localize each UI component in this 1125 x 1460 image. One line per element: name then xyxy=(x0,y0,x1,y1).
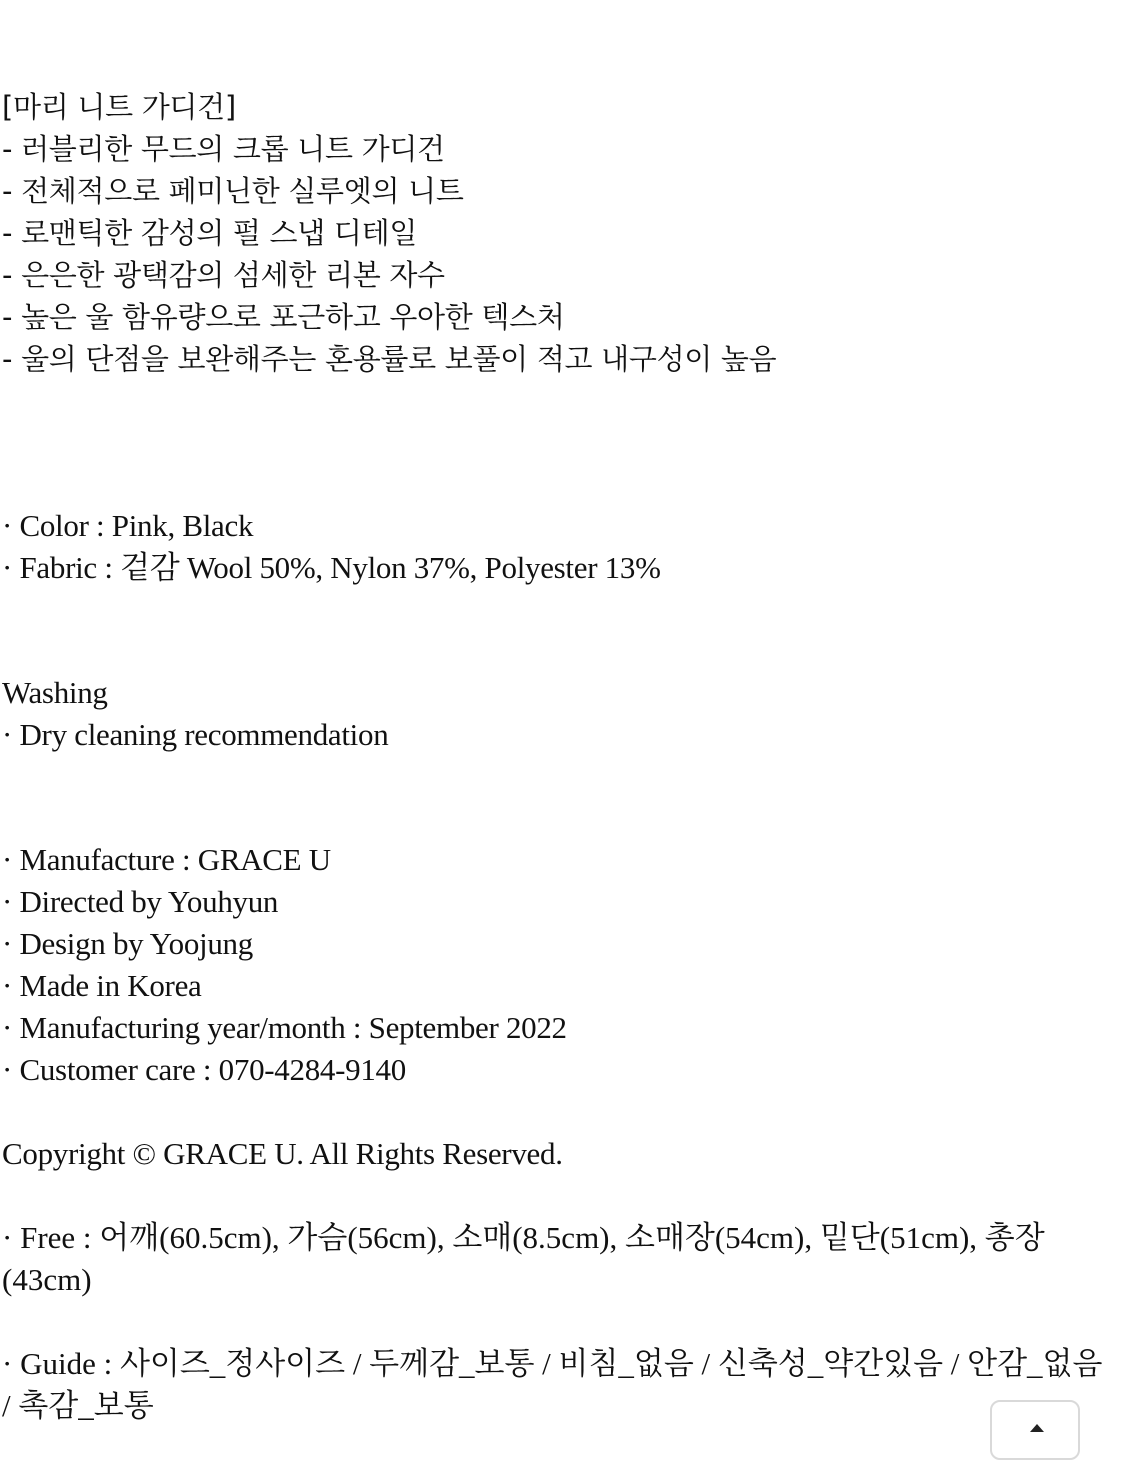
spacer xyxy=(2,380,1117,463)
feature-item: - 러블리한 무드의 크롭 니트 가디건 xyxy=(2,132,445,166)
spacer xyxy=(2,463,1117,505)
info-director: · Directed by Youhyun xyxy=(2,884,279,919)
spacer xyxy=(2,1301,1117,1343)
spec-color: · Color : Pink, Black xyxy=(2,508,254,543)
chevron-up-icon xyxy=(1030,1424,1044,1432)
spec-fabric: · Fabric : 겉감 Wool 50%, Nylon 37%, Polyester 13% xyxy=(2,550,661,585)
product-title: [마리 니트 가디건] xyxy=(2,90,236,124)
feature-item: - 울의 단점을 보완해주는 혼용률로 보풀이 적고 내구성이 높음 xyxy=(2,342,777,376)
scroll-top-button[interactable] xyxy=(990,1400,1080,1460)
spacer xyxy=(2,756,1117,839)
feature-item: - 높은 울 함유량으로 포근하고 우아한 텍스처 xyxy=(2,300,565,334)
spacer xyxy=(2,1091,1117,1133)
guide-info: · Guide : 사이즈_정사이즈 / 두께감_보통 / 비침_없음 / 신축성_약간있음 / 안감_없음 / 촉감_보통 xyxy=(2,1346,1103,1423)
feature-item: - 전체적으로 페미닌한 실루엣의 니트 xyxy=(2,174,464,208)
product-detail xyxy=(2,86,1117,1427)
size-info: · Free : 어깨(60.5cm), 가슴(56cm), 소매(8.5cm), 소매장(54cm), 밑단(51cm), 총장(43cm) xyxy=(2,1220,1045,1297)
info-manufacture-date: · Manufacturing year/month : September 2022 xyxy=(2,1010,567,1045)
spacer xyxy=(2,1175,1117,1217)
info-customer-care: · Customer care : 070-4284-9140 xyxy=(2,1052,406,1087)
copyright: Copyright © GRACE U. All Rights Reserved. xyxy=(2,1136,563,1171)
feature-item: - 로맨틱한 감성의 펄 스냅 디테일 xyxy=(2,216,418,250)
feature-item: - 은은한 광택감의 섬세한 리본 자수 xyxy=(2,258,445,292)
info-origin: · Made in Korea xyxy=(2,968,202,1003)
info-designer: · Design by Yoojung xyxy=(2,926,253,961)
washing-note: · Dry cleaning recommendation xyxy=(2,717,389,752)
spacer xyxy=(2,589,1117,672)
washing-heading: Washing xyxy=(2,675,108,710)
info-manufacture: · Manufacture : GRACE U xyxy=(2,842,331,877)
